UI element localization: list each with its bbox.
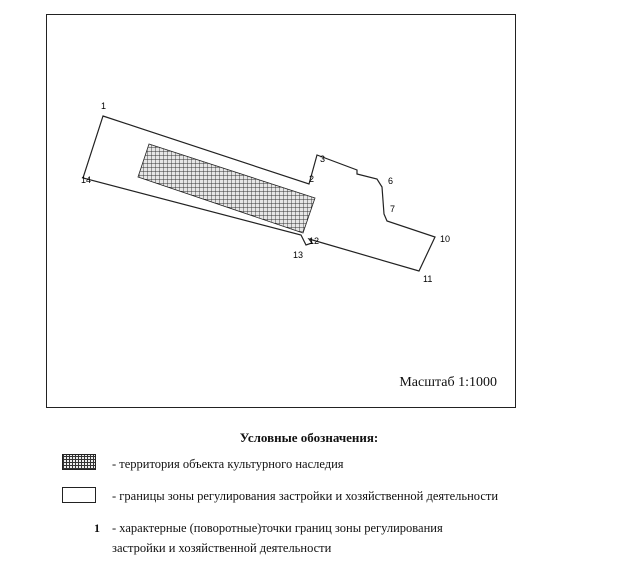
point-label: 6 xyxy=(388,176,394,186)
heritage-territory-swatch xyxy=(62,454,96,470)
point-label: 3 xyxy=(320,154,326,164)
map-scale-label: Масштаб 1:1000 xyxy=(399,375,497,390)
legend-heritage-territory: - территория объекта культурного наследия xyxy=(112,457,344,471)
point-label: 12 xyxy=(309,236,320,246)
point-label: 11 xyxy=(423,274,433,284)
site-plan-map xyxy=(47,15,517,409)
legend-zone-boundary: - границы зоны регулирования застройки и хозяйственной деятельности xyxy=(112,489,499,503)
legend-points-line1: - характерные (поворотные)точки границ зоны регулирования xyxy=(112,521,443,535)
point-label: 14 xyxy=(81,175,92,185)
legend-point-marker: 1 xyxy=(94,521,100,535)
point-label: 13 xyxy=(293,250,304,260)
point-label: 2 xyxy=(309,174,315,184)
legend-title: Условные обозначения: xyxy=(239,430,379,445)
legend-points-line2: застройки и хозяйственной деятельности xyxy=(112,541,332,555)
map-frame xyxy=(46,14,516,408)
zone-boundary-swatch xyxy=(62,487,96,503)
point-label: 10 xyxy=(440,234,451,244)
point-label: 7 xyxy=(390,204,396,214)
point-label: 1 xyxy=(101,101,107,111)
